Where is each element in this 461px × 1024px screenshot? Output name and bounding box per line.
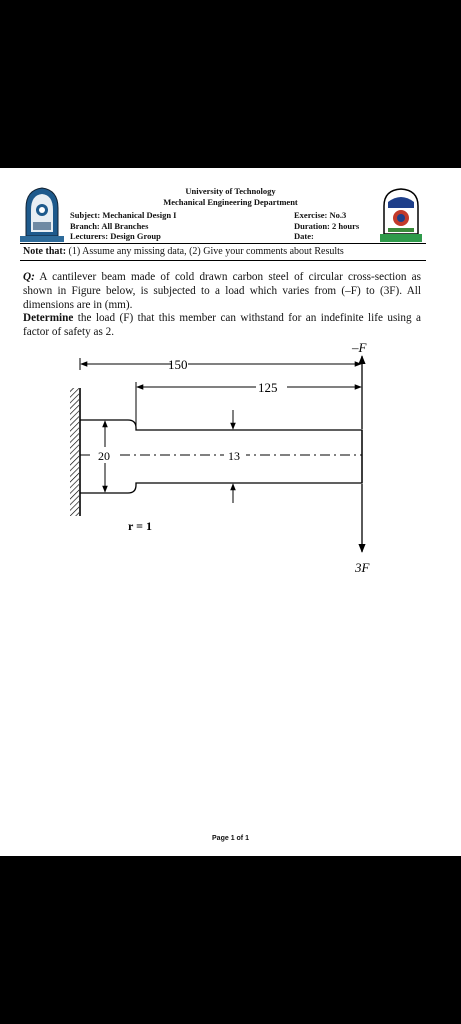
wall-hatch	[70, 388, 79, 516]
load-down-label: 3F	[355, 560, 370, 575]
note-label: Note that:	[23, 246, 67, 257]
note-text: (1) Assume any missing data, (2) Give your comments about Results	[66, 246, 344, 257]
exercise-line: Exercise: No.3	[294, 210, 347, 220]
note-divider	[20, 260, 426, 261]
beam-outline	[80, 420, 362, 493]
lecturers-line: Lecturers: Design Group	[70, 231, 161, 241]
question-block	[23, 271, 421, 340]
load-up-label: –F	[352, 340, 367, 355]
dim-125: 125	[258, 380, 278, 395]
duration-line: Duration: 2 hours	[294, 220, 360, 231]
question-text: A cantilever beam made of cold drawn carbon steel of circular cross-section as shown in Figure below, is subjected to a load which varies from (–F) to (3F). All dimensions are in (mm).	[23, 271, 421, 311]
determine-label: Determine	[23, 312, 74, 325]
question-label: Q:	[23, 271, 35, 283]
university-name: University of Technology	[185, 186, 276, 196]
dim-13: 13	[228, 449, 240, 463]
dim-20: 20	[98, 449, 110, 463]
branch-line: Branch: All Branches	[70, 220, 149, 231]
note-line	[23, 246, 344, 257]
determine-text: the load (F) that this member can withstand for an indefinite life using a factor of safety as 2.	[23, 312, 421, 339]
page-number: Page 1 of 1	[212, 835, 249, 842]
fillet-radius: r = 1	[128, 519, 152, 533]
department-name: Mechanical Engineering Department	[163, 197, 298, 207]
document-page	[0, 168, 461, 856]
date-line: Date:	[294, 231, 314, 241]
dim-150: 150	[168, 357, 188, 372]
course-info	[70, 210, 176, 242]
header-divider	[20, 243, 426, 244]
beam-figure	[0, 340, 461, 738]
subject-line: Subject: Mechanical Design I	[70, 210, 177, 220]
exam-info	[294, 210, 359, 242]
